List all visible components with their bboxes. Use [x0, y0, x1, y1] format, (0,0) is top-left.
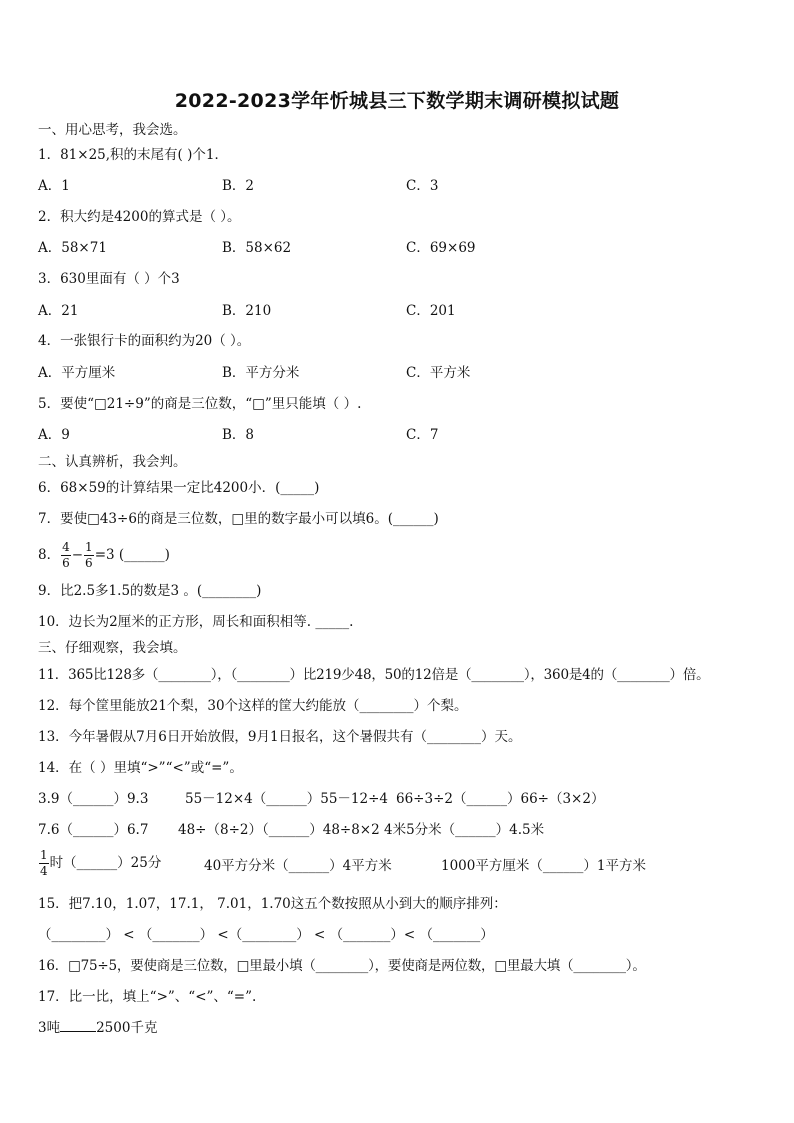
q14-fraction-quarter: $\frac{1}{4}$	[40, 848, 48, 878]
page-title: 2022-2023学年忻城县三下数学期末调研模拟试题	[174, 90, 620, 112]
q3-option-b: B．210	[222, 303, 272, 319]
q14-row1-cell2: 55－12×4（______）55－12÷4	[185, 791, 389, 807]
question-14: 14．在（ ）里填“>”“<”或“=”。	[38, 760, 243, 776]
q1-option-a: A．1	[38, 178, 70, 194]
q5-option-b: B．8	[222, 427, 255, 443]
question-15: 15．把7.10，1.07，17.1， 7.01，1.70这五个数按照从小到大的顺序排列：	[38, 896, 507, 912]
q8-minus: −	[71, 547, 84, 563]
q8-prefix: 8．	[38, 547, 61, 563]
q3-option-a: A．21	[38, 303, 79, 319]
q1-option-c: C．3	[406, 178, 439, 194]
q14-row3-cell2: 40平方分米（______）4平方米	[204, 858, 392, 874]
q17-right: 2500千克	[96, 1020, 158, 1036]
q14-row1-cell1: 3.9（______）9.3	[38, 791, 149, 807]
q14-row3-cell1: $\frac{1}{4}$ 时（______）25分	[40, 848, 162, 878]
q4-option-b: B．平方分米	[222, 365, 300, 381]
question-17: 17．比一比，填上“>”、“<”、“=”.	[38, 989, 257, 1005]
q17-left: 3吨	[38, 1020, 61, 1036]
q8-fraction-1: $\frac{4}{6}$	[62, 540, 70, 570]
q4-option-c: C．平方米	[406, 365, 471, 381]
q1-option-b: B．2	[222, 178, 255, 194]
q14-row1-cell3: 66÷3÷2（______）66÷（3×2）	[396, 791, 605, 807]
question-4: 4．一张银行卡的面积约为20（ ）。	[38, 333, 251, 349]
q4-option-a: A．平方厘米	[38, 365, 116, 381]
question-13: 13．今年暑假从7月6日开始放假，9月1日报名，这个暑假共有（________）天。	[38, 729, 522, 745]
question-6: 6．68×59的计算结果一定比4200小．(_____)	[38, 480, 320, 496]
question-9: 9．比2.5多1.5的数是3 。(________)	[38, 583, 262, 599]
question-16: 16．□75÷5，要使商是三位数，□里最小填（________），要使商是两位数，□里最大填（________）。	[38, 958, 646, 974]
section-3-heading: 三、仔细观察，我会填。	[38, 640, 187, 656]
question-2: 2．积大约是4200的算式是（ ）。	[38, 209, 241, 225]
question-10: 10．边长为2厘米的正方形，周长和面积相等. _____.	[38, 614, 354, 630]
question-3: 3．630里面有（ ）个3	[38, 271, 180, 287]
q14-row2-cell2: 48÷（8÷2）（______）48÷8×2	[178, 822, 380, 838]
q5-option-c: C．7	[406, 427, 439, 443]
q8-fraction-2: $\frac{1}{6}$	[85, 540, 93, 570]
q15-answer-line: （________） < （_______） <（________） < （_______）< （_______）	[38, 927, 494, 943]
section-2-heading: 二、认真辨析，我会判。	[38, 454, 187, 470]
question-12: 12．每个筐里能放21个梨，30个这样的筐大约能放（________）个梨。	[38, 698, 468, 714]
q14-row3-cell3: 1000平方厘米（______）1平方米	[441, 858, 646, 874]
question-5: 5．要使“□21÷9”的商是三位数，“□”里只能填（ ）.	[38, 396, 362, 412]
q14-row2-cell1: 7.6（______）6.7	[38, 822, 149, 838]
q3-option-c: C．201	[406, 303, 456, 319]
question-1: 1．81×25,积的末尾有( )个1．	[38, 147, 228, 163]
q2-option-a: A．58×71	[38, 240, 107, 256]
question-11: 11．365比128多（________），（________）比219少48，50的12倍是（________），360是4的（________）倍。	[38, 667, 710, 683]
q2-option-c: C．69×69	[406, 240, 476, 256]
question-8	[38, 539, 170, 571]
question-7: 7．要使□43÷6的商是三位数，□里的数字最小可以填6。(______)	[38, 511, 439, 527]
q17-comparison	[38, 1019, 157, 1037]
q2-option-b: B．58×62	[222, 240, 292, 256]
q17-blank	[60, 1019, 96, 1032]
q14-row2-cell3: 4米5分米（______）4.5米	[384, 822, 545, 838]
q5-option-a: A．9	[38, 427, 70, 443]
section-1-heading: 一、用心思考，我会选。	[38, 122, 187, 138]
q8-rest: =3 (______)	[94, 547, 170, 563]
